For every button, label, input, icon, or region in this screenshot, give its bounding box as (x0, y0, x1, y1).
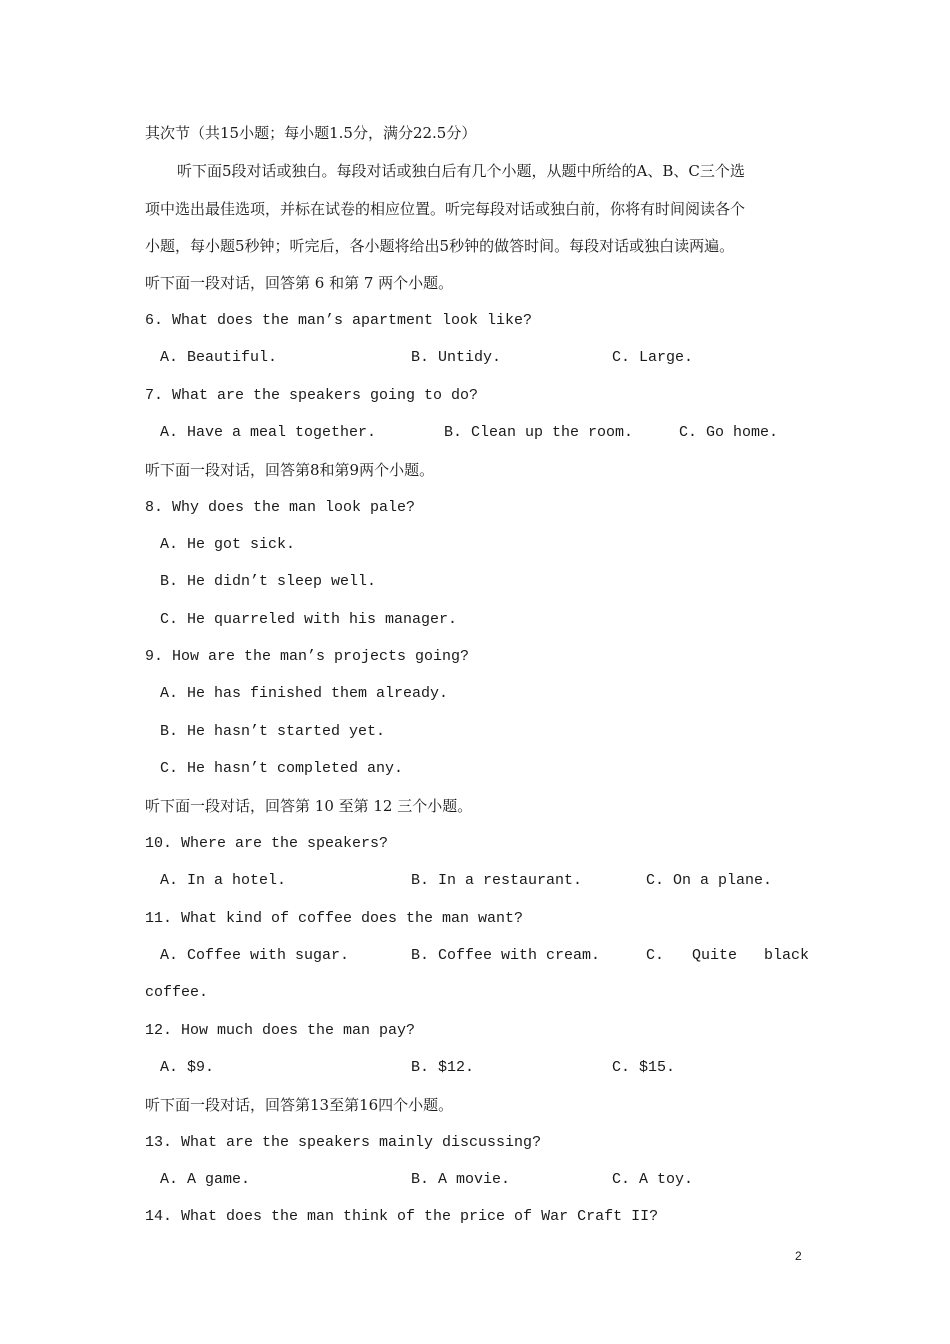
instructions-line-1: 听下面5段对话或独白。每段对话或独白后有几个小题，从题中所给的A、B、C三个选 (177, 162, 745, 180)
question-12: 12. How much does the man pay? (145, 1022, 416, 1039)
q11-option-c-word-2: black (764, 947, 810, 964)
group-4-title: 听下面一段对话，回答第13至第16四个小题。 (145, 1096, 454, 1114)
q6-option-b: B. Untidy. (411, 349, 502, 366)
question-13: 13. What are the speakers mainly discussing? (145, 1134, 542, 1151)
question-9: 9. How are the man’s projects going? (145, 648, 470, 665)
q8-option-b: B. He didn’t sleep well. (160, 573, 377, 590)
q13-option-b: B. A movie. (411, 1171, 511, 1188)
q8-option-c: C. He quarreled with his manager. (160, 611, 458, 628)
q12-option-b: B. $12. (411, 1059, 475, 1076)
q13-option-c: C. A toy. (612, 1171, 694, 1188)
page-number: 2 (795, 1249, 802, 1263)
section-heading: 其次节（共15小题；每小题1.5分，满分22.5分） (145, 124, 477, 142)
instructions-line-3: 小题，每小题5秒钟；听完后，各小题将给出5秒钟的做答时间。每段对话或独白读两遍。 (145, 237, 735, 255)
group-1-title: 听下面一段对话，回答第 6 和第 7 两个小题。 (145, 274, 454, 292)
q12-option-c: C. $15. (612, 1059, 676, 1076)
q11-option-a: A. Coffee with sugar. (160, 947, 350, 964)
q11-option-b: B. Coffee with cream. (411, 947, 601, 964)
q9-option-b: B. He hasn’t started yet. (160, 723, 386, 740)
q11-option-c-word-1: Quite (692, 947, 738, 964)
question-10: 10. Where are the speakers? (145, 835, 389, 852)
q11-option-c-label: C. (646, 947, 665, 964)
q6-option-a: A. Beautiful. (160, 349, 278, 366)
q9-option-c: C. He hasn’t completed any. (160, 760, 404, 777)
question-8: 8. Why does the man look pale? (145, 499, 416, 516)
q10-option-a: A. In a hotel. (160, 872, 287, 889)
q7-option-b: B. Clean up the room. (444, 424, 634, 441)
question-7: 7. What are the speakers going to do? (145, 387, 479, 404)
q6-option-c: C. Large. (612, 349, 694, 366)
question-6: 6. What does the man’s apartment look like? (145, 312, 533, 329)
q9-option-a: A. He has finished them already. (160, 685, 449, 702)
q12-option-a: A. $9. (160, 1059, 215, 1076)
group-3-title: 听下面一段对话，回答第 10 至第 12 三个小题。 (145, 797, 473, 815)
q13-option-a: A. A game. (160, 1171, 251, 1188)
q11-option-c-word-3: coffee. (145, 984, 209, 1001)
question-11: 11. What kind of coffee does the man want? (145, 910, 524, 927)
q8-option-a: A. He got sick. (160, 536, 296, 553)
group-2-title: 听下面一段对话，回答第8和第9两个小题。 (145, 461, 435, 479)
q7-option-c: C. Go home. (679, 424, 779, 441)
question-14: 14. What does the man think of the price of War Craft II? (145, 1208, 659, 1225)
q10-option-c: C. On a plane. (646, 872, 773, 889)
q10-option-b: B. In a restaurant. (411, 872, 583, 889)
q7-option-a: A. Have a meal together. (160, 424, 377, 441)
instructions-line-2: 项中选出最佳选项，并标在试卷的相应位置。听完每段对话或独白前，你将有时间阅读各个 (145, 200, 746, 218)
